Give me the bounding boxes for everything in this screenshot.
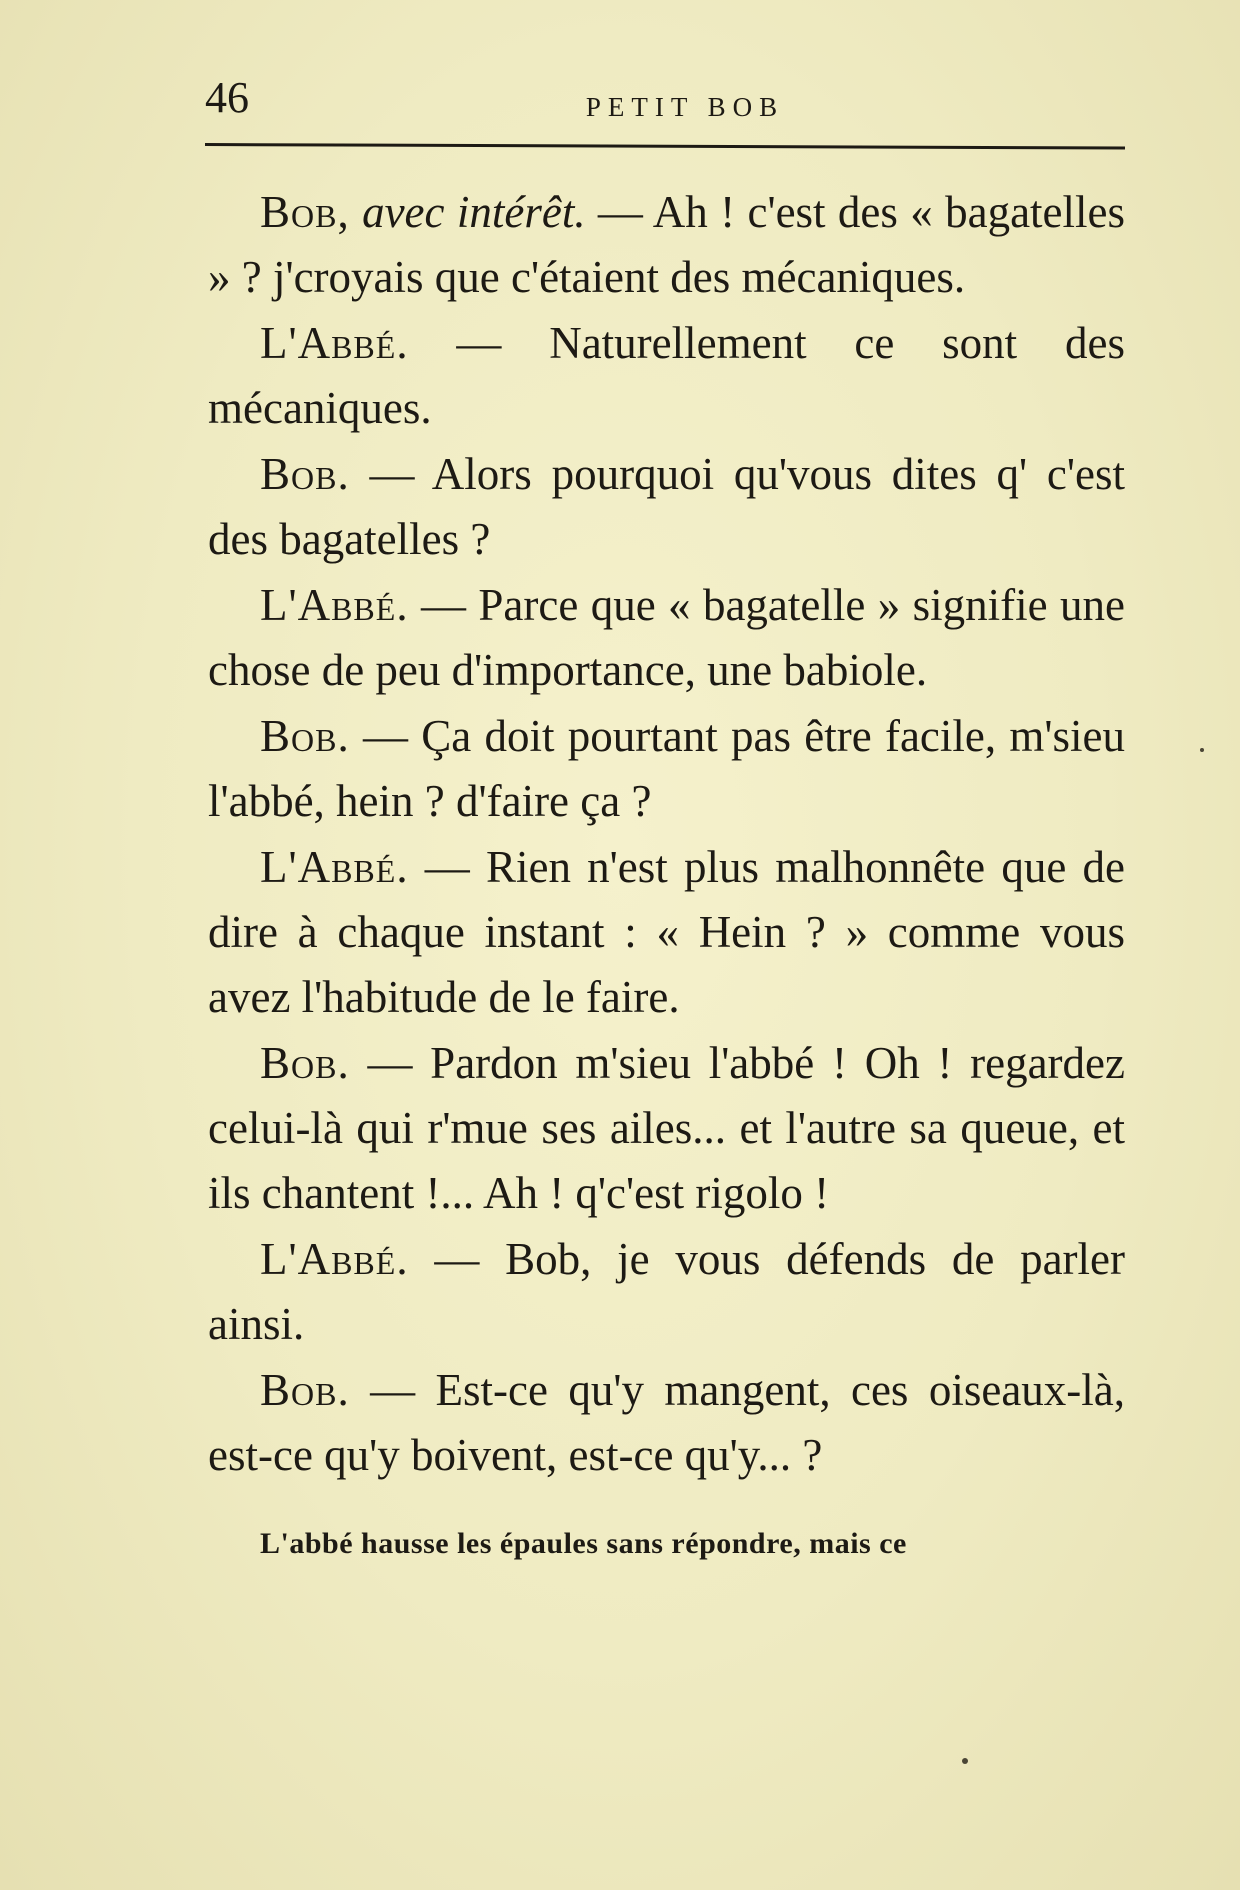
dialogue-text: — Naturellement ce sont des mécaniques.	[208, 318, 1125, 433]
dialogue-paragraph	[208, 835, 1125, 1030]
speaker-name: L'Abbé.	[260, 580, 409, 630]
paper-speck	[1200, 748, 1204, 752]
dialogue-paragraph	[208, 704, 1125, 834]
dialogue-text: — Pardon m'sieu l'abbé ! Oh ! regardez celui-là qui r'mue ses ailes... et l'autre sa queue, et ils chantent !... Ah ! q'c'est rigolo !	[208, 1038, 1125, 1218]
dialogue-text: — Alors pourquoi qu'vous dites q' c'est des bagatelles ?	[208, 449, 1125, 564]
dialogue-body	[208, 180, 1125, 1594]
dialogue-paragraph	[208, 1031, 1125, 1226]
stage-aside: avec intérêt.	[362, 187, 586, 237]
speaker-name: L'Abbé.	[260, 842, 409, 892]
dialogue-text: — Ah ! c'est des « bagatelles » ? j'croyais que c'étaient des mécaniques.	[208, 187, 1126, 302]
dialogue-paragraph	[208, 1358, 1125, 1488]
paper-speck	[962, 1758, 968, 1764]
dialogue-text: — Parce que « bagatelle » signifie une chose de peu d'importance, une babiole.	[208, 580, 1125, 695]
dialogue-paragraph	[208, 573, 1125, 703]
dialogue-paragraph	[208, 180, 1125, 310]
dialogue-text: — Ça doit pourtant pas être facile, m'sieu l'abbé, hein ? d'faire ça ?	[208, 711, 1125, 826]
page-number: 46	[205, 73, 249, 122]
speaker-name: Bob.	[260, 1365, 350, 1415]
dialogue-paragraph	[208, 1227, 1125, 1357]
speaker-name: L'Abbé.	[260, 1234, 409, 1284]
running-title: PETIT BOB	[585, 92, 785, 122]
speaker-name: Bob.	[260, 449, 350, 499]
dialogue-text: — Est-ce qu'y mangent, ces oiseaux-là, est-ce qu'y boivent, est-ce qu'y... ?	[208, 1365, 1125, 1480]
dialogue-paragraph	[208, 311, 1125, 441]
speaker-name: Bob,	[260, 187, 350, 237]
dialogue-paragraph	[208, 442, 1125, 572]
speaker-name: Bob.	[260, 1038, 350, 1088]
dialogue-text: — Rien n'est plus malhonnête que de dire à chaque instant : « Hein ? » comme vous avez l'habitude de le faire.	[208, 842, 1125, 1022]
stage-direction: L'abbé hausse les épaules sans répondre, mais ce	[260, 1527, 907, 1560]
page-header	[205, 68, 1125, 128]
speaker-name: Bob.	[260, 711, 350, 761]
dialogue-text: — Bob, je vous défends de parler ainsi.	[208, 1234, 1125, 1349]
speaker-name: L'Abbé.	[260, 318, 409, 368]
